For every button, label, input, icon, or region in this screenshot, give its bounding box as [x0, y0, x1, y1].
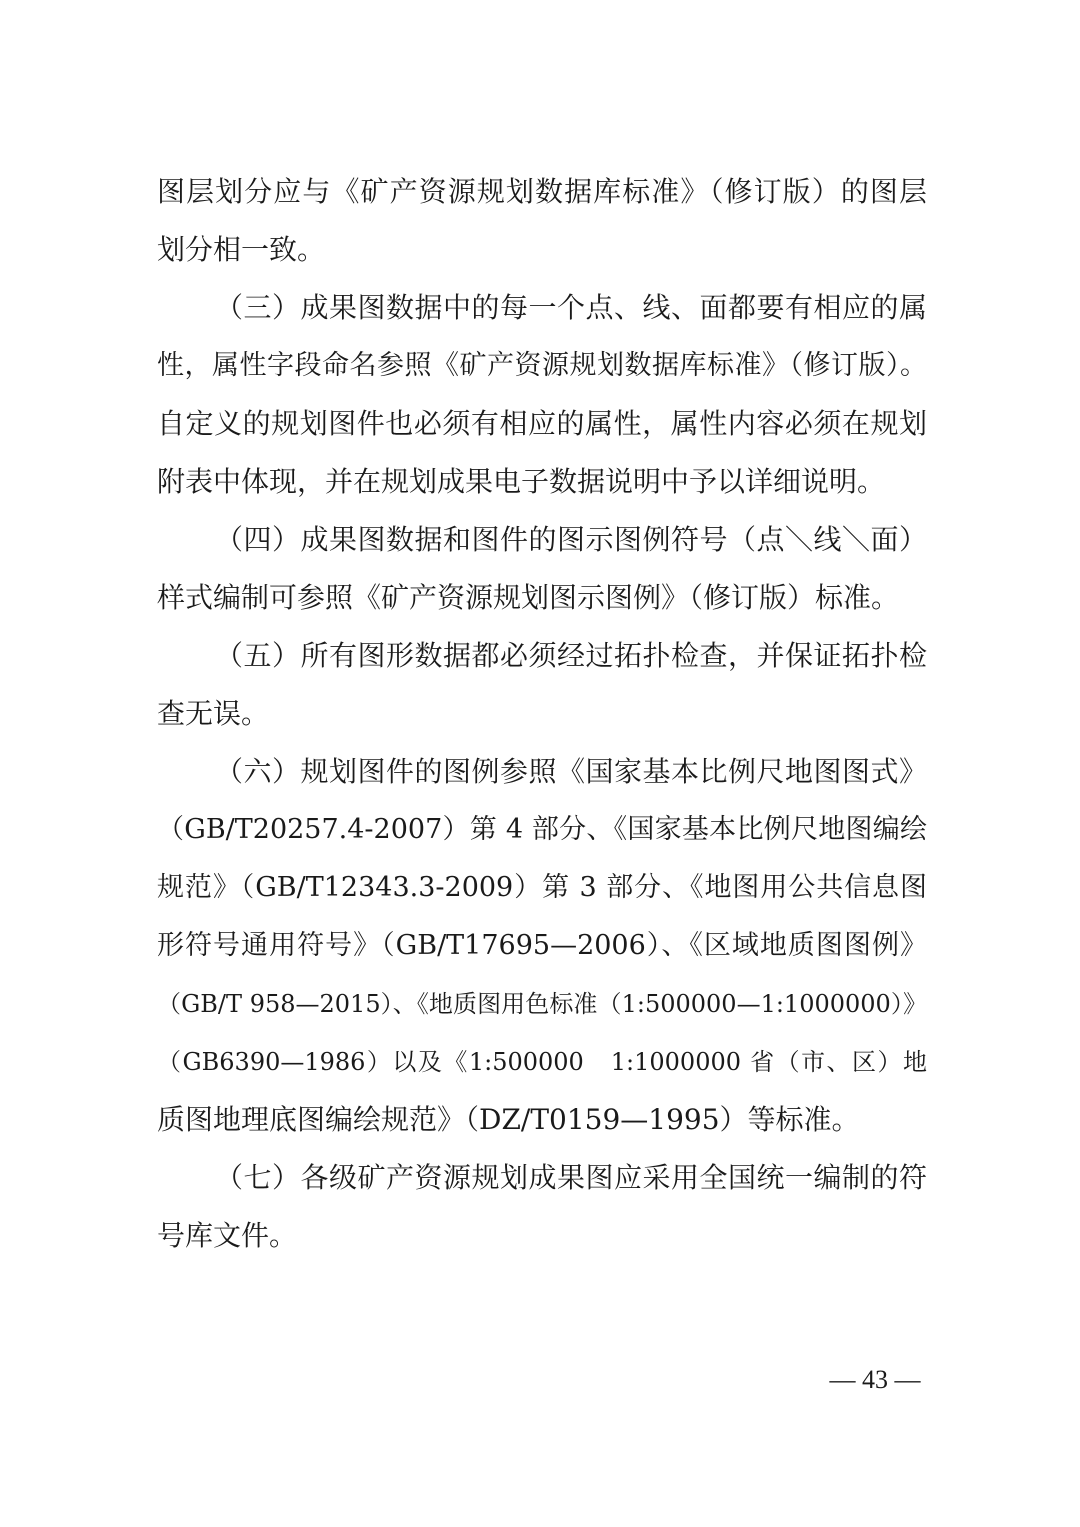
text-line-6: 附表中体现，并在规划成果电子数据说明中予以详细说明。 — [157, 465, 886, 498]
page-number: — 43 — — [829, 1365, 921, 1394]
text-line-18: （七）各级矿产资源规划成果图应采用全国统一编制的符 — [215, 1161, 927, 1194]
text-line-16: （GB6390—1986）以及《1:500000 1:1000000 省（市、区）地 — [157, 1048, 927, 1076]
text-line-7: （四）成果图数据和图件的图示图例符号（点＼线＼面） — [215, 523, 927, 556]
text-line-14: 形符号通用符号》（GB/T17695—2006）、《区域地质图图例》 — [157, 930, 927, 961]
text-line-10: 查无误。 — [157, 697, 270, 730]
text-line-19: 号库文件。 — [157, 1219, 298, 1252]
text-line-13: 规范》（GB/T12343.3-2009）第 3 部分、《地图用公共信息图 — [157, 872, 927, 903]
text-line-4: 性，属性字段命名参照《矿产资源规划数据库标准》（修订版）。 — [157, 350, 927, 381]
text-line-9: （五）所有图形数据都必须经过拓扑检查，并保证拓扑检 — [215, 639, 927, 672]
text-line-1: 图层划分应与《矿产资源规划数据库标准》（修订版）的图层 — [157, 175, 927, 208]
text-line-5: 自定义的规划图件也必须有相应的属性，属性内容必须在规划 — [157, 407, 927, 440]
text-line-3: （三）成果图数据中的每一个点、线、面都要有相应的属 — [215, 291, 927, 324]
text-line-12: （GB/T20257.4-2007）第 4 部分、《国家基本比例尺地图编绘 — [157, 814, 927, 845]
text-line-17: 质图地理底图编绘规范》（DZ/T0159—1995）等标准。 — [157, 1103, 860, 1136]
text-line-11: （六）规划图件的图例参照《国家基本比例尺地图图式》 — [215, 755, 927, 788]
text-line-15: （GB/T 958—2015）、《地质图用色标准（1:500000—1:1000000）》 — [157, 990, 927, 1018]
text-line-8: 样式编制可参照《矿产资源规划图示图例》（修订版）标准。 — [157, 581, 900, 614]
text-line-2: 划分相一致。 — [157, 233, 326, 266]
